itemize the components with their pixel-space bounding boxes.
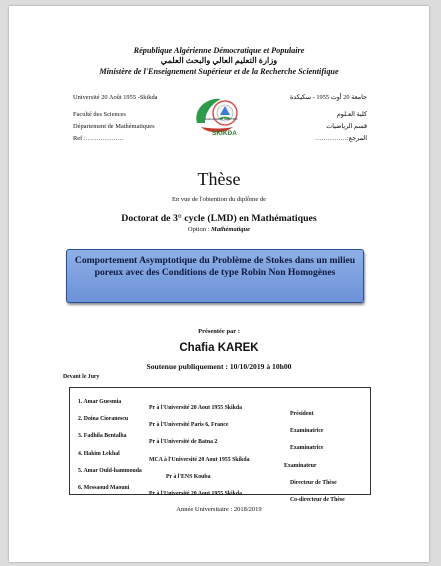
university-logo — [189, 93, 249, 141]
faculty-name: Faculté des Sciences — [73, 111, 126, 118]
jury-member-role: Co-directeur de Thèse — [290, 497, 345, 503]
jury-member-name: 1. Amar Guesmia — [78, 399, 122, 405]
jury-member-role: Examinateur — [284, 463, 317, 469]
jury-member-position: MCA à l'Université 20 Aout 1955 Skikda — [149, 457, 250, 463]
option-value: Mathématique — [211, 226, 251, 233]
jury-member-position: Pr à l'ENS Kouba — [166, 474, 211, 480]
jury-member-role: Examinatrice — [290, 428, 324, 434]
jury-member-role: Examinatrice — [290, 445, 324, 451]
jury-member-role: Président — [290, 411, 314, 417]
these-subtitle: En vue de l'obtention du diplôme de — [172, 196, 266, 203]
header-ministry: Ministère de l'Enseignement Supérieur et de la Recherche Scientifique — [99, 67, 339, 76]
reference-field-arabic: المرجع:…………… — [314, 135, 367, 142]
jury-member-role: Directeur de Thèse — [290, 480, 337, 486]
jury-member-position: Pr à l'Université 20 Aout 1955 Skikda — [149, 405, 242, 411]
defense-date: Soutenue publiquement : 10/10/2019 à 10h00 — [146, 362, 292, 371]
jury-member-position: Pr à l'Université 20 Aout 1955 Skikda — [149, 491, 242, 497]
reference-field: Ref :……………… — [73, 135, 124, 142]
jury-member-name: 3. Fadhila Bentalha — [78, 433, 127, 439]
jury-table — [69, 387, 371, 503]
header-ministry-arabic: وزارة التعليم العالي والبحث العلمي — [160, 56, 278, 65]
jury-member-position: Pr à l'Université Paris 6, France — [149, 422, 229, 428]
these-title: Thèse — [197, 169, 241, 189]
option-line — [9, 226, 429, 233]
document-page — [9, 6, 429, 562]
jury-member-name: 2. Doina Cioranescu — [78, 416, 129, 422]
thesis-title: Comportement Asymptotique du Problème de Stokes dans un milieu poreux avec des Conditions de type Robin Non Homogènes — [74, 255, 356, 278]
jury-member-name: 5. Amar Ould-hammouda — [78, 468, 142, 474]
jury-member-name: 4. Hakim Lekhal — [78, 451, 120, 457]
thesis-title-box — [66, 249, 364, 303]
department-name-arabic: قسم الرياضيات — [326, 123, 367, 130]
jury-label: Devant le Jury — [63, 374, 100, 380]
university-left-info — [73, 92, 158, 145]
department-name: Département de Mathématiques — [73, 123, 155, 130]
jury-member-name: 6. Messaoud Maouni — [78, 485, 130, 491]
jury-row — [78, 479, 345, 509]
faculty-name-arabic: كلية العـلوم — [336, 111, 367, 118]
author-name: Chafia KAREK — [179, 342, 259, 354]
degree-title: Doctorat de 3° cycle (LMD) en Mathématiques — [121, 213, 317, 224]
university-name: Université 20 Août 1955 -Skikda — [73, 94, 158, 101]
logo-arc-text: Université 20 Août 1955 — [205, 117, 238, 121]
university-right-info — [290, 92, 367, 145]
option-label: Option : — [187, 226, 212, 233]
header-republic: République Algérienne Démocratique et Populaire — [133, 46, 305, 55]
jury-member-position: Pr à l'Université de Batna 2 — [149, 439, 218, 445]
academic-year: Année Universitaire : 2018/2019 — [176, 506, 262, 513]
logo-name: SKIKDA — [212, 130, 237, 137]
university-name-arabic: جامعة 20 أوت 1955 - سكيكدة — [289, 94, 367, 101]
presented-label: Présentée par : — [198, 328, 240, 335]
